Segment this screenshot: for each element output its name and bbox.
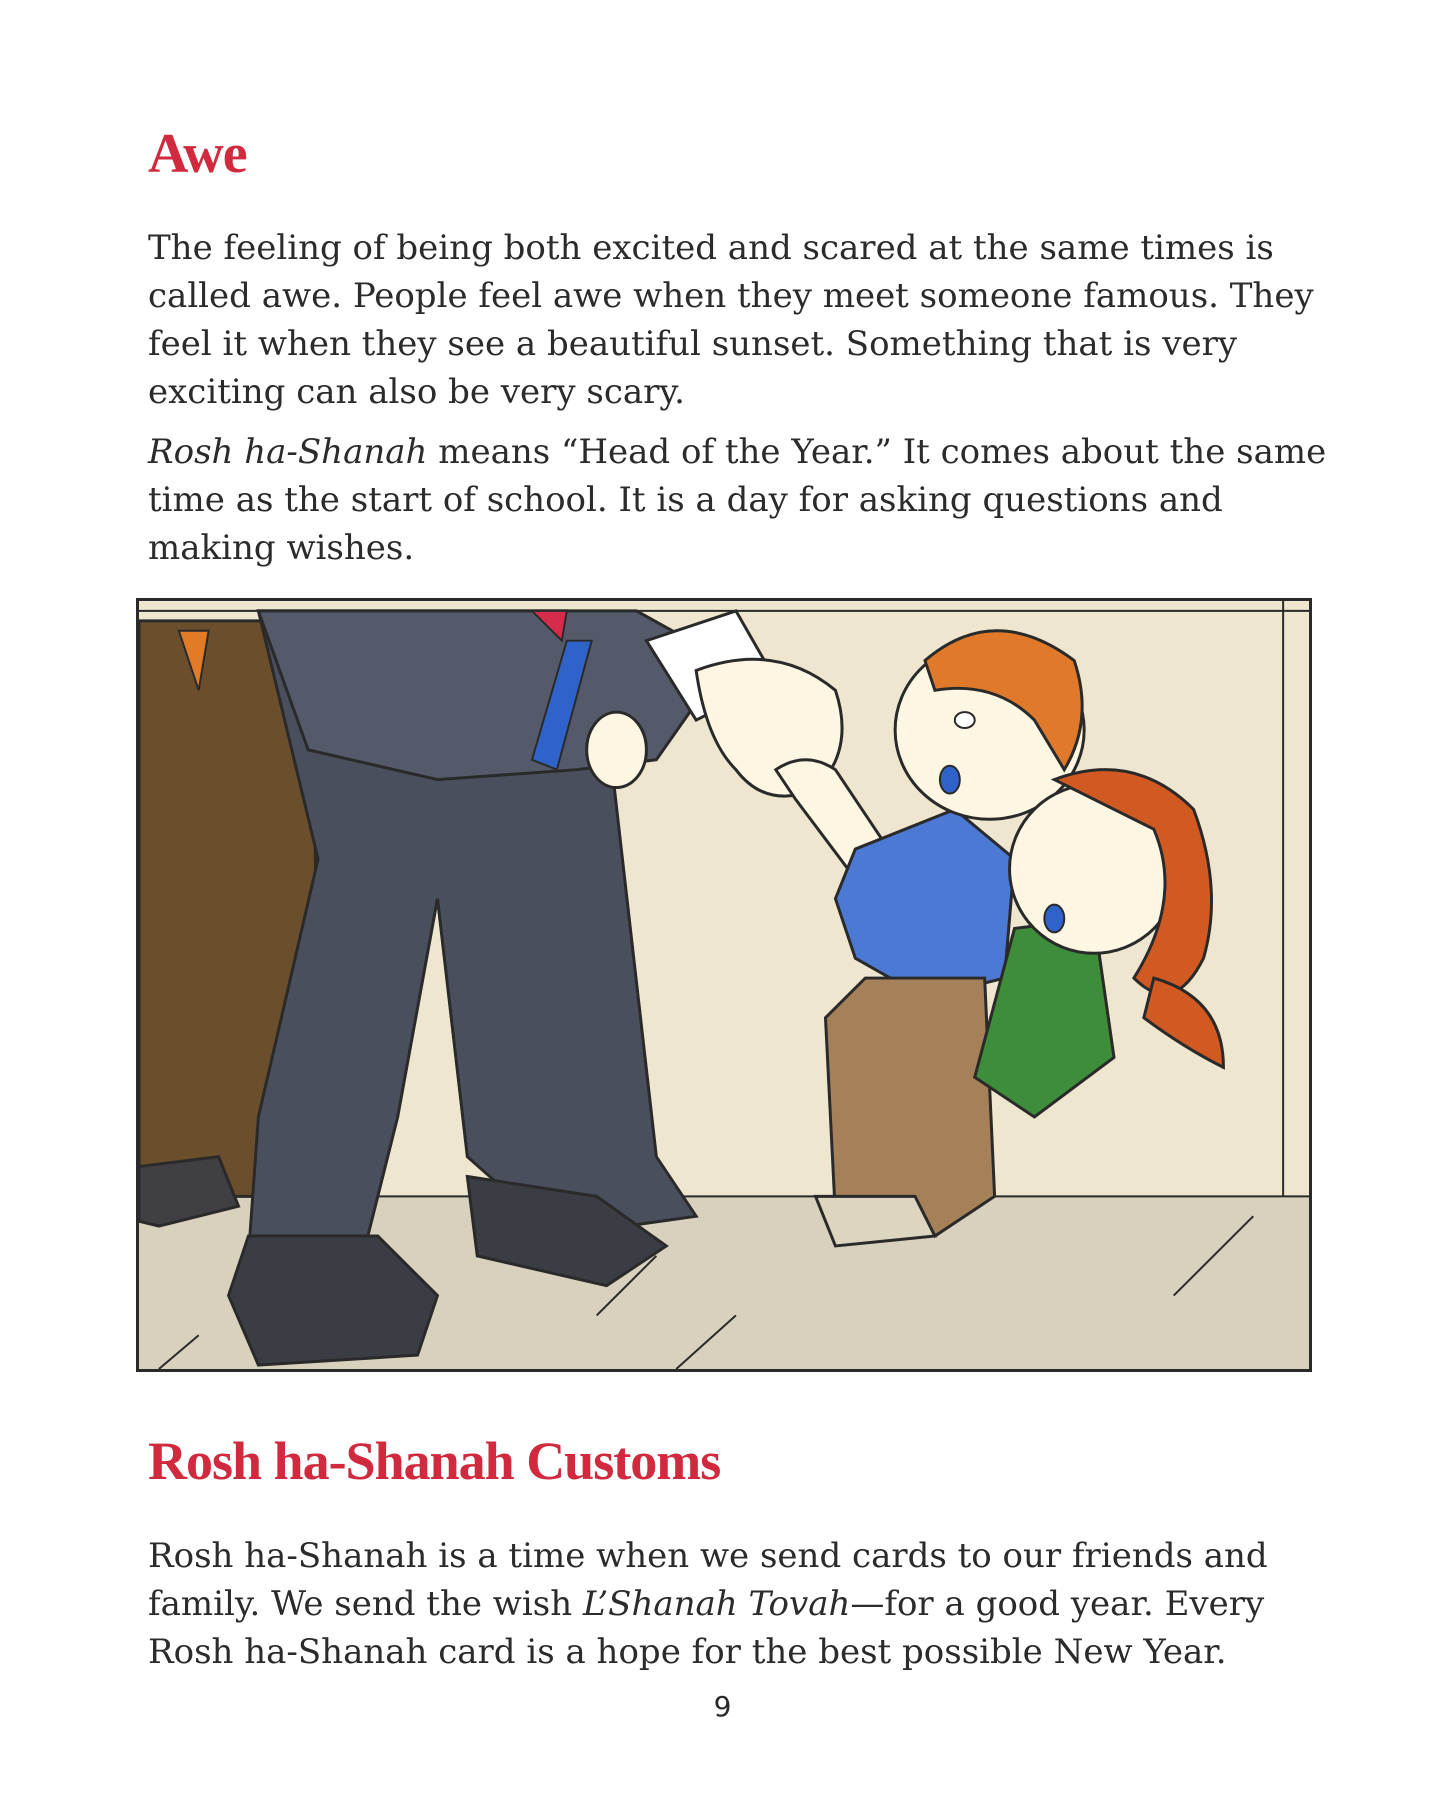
awe-paragraph-2	[148, 428, 1328, 572]
section-title-awe: Awe	[148, 123, 247, 185]
illustration-drawing	[139, 601, 1309, 1369]
awe-paragraph-1: The feeling of being both excited and scared at the same times is called awe. People feel awe when they meet someone famous. They feel it when they see a beautiful sunset. Something that is very exciting can also be very scary.	[148, 228, 1314, 412]
illustration-handshake	[136, 598, 1312, 1372]
customs-paragraph	[148, 1532, 1328, 1676]
page-number: 9	[713, 1690, 732, 1723]
section-title-customs: Rosh ha-Shanah Customs	[148, 1431, 721, 1491]
customs-paragraph-part-1: Rosh ha-Shanah is a time when we send cards to our friends and family. We send the wish	[148, 1536, 1268, 1624]
customs-paragraph-part-2: —for a good year. Every Rosh ha-Shanah card is a hope for the best possible New Year.	[148, 1584, 1265, 1672]
lshanah-tovah-italic: L’Shanah Tovah	[582, 1584, 851, 1624]
rosh-hashanah-italic: Rosh ha-Shanah	[148, 432, 428, 472]
awe-paragraph-2-text: means “Head of the Year.” It comes about the same time as the start of school. It is a day for asking questions and making wishes.	[148, 432, 1327, 568]
